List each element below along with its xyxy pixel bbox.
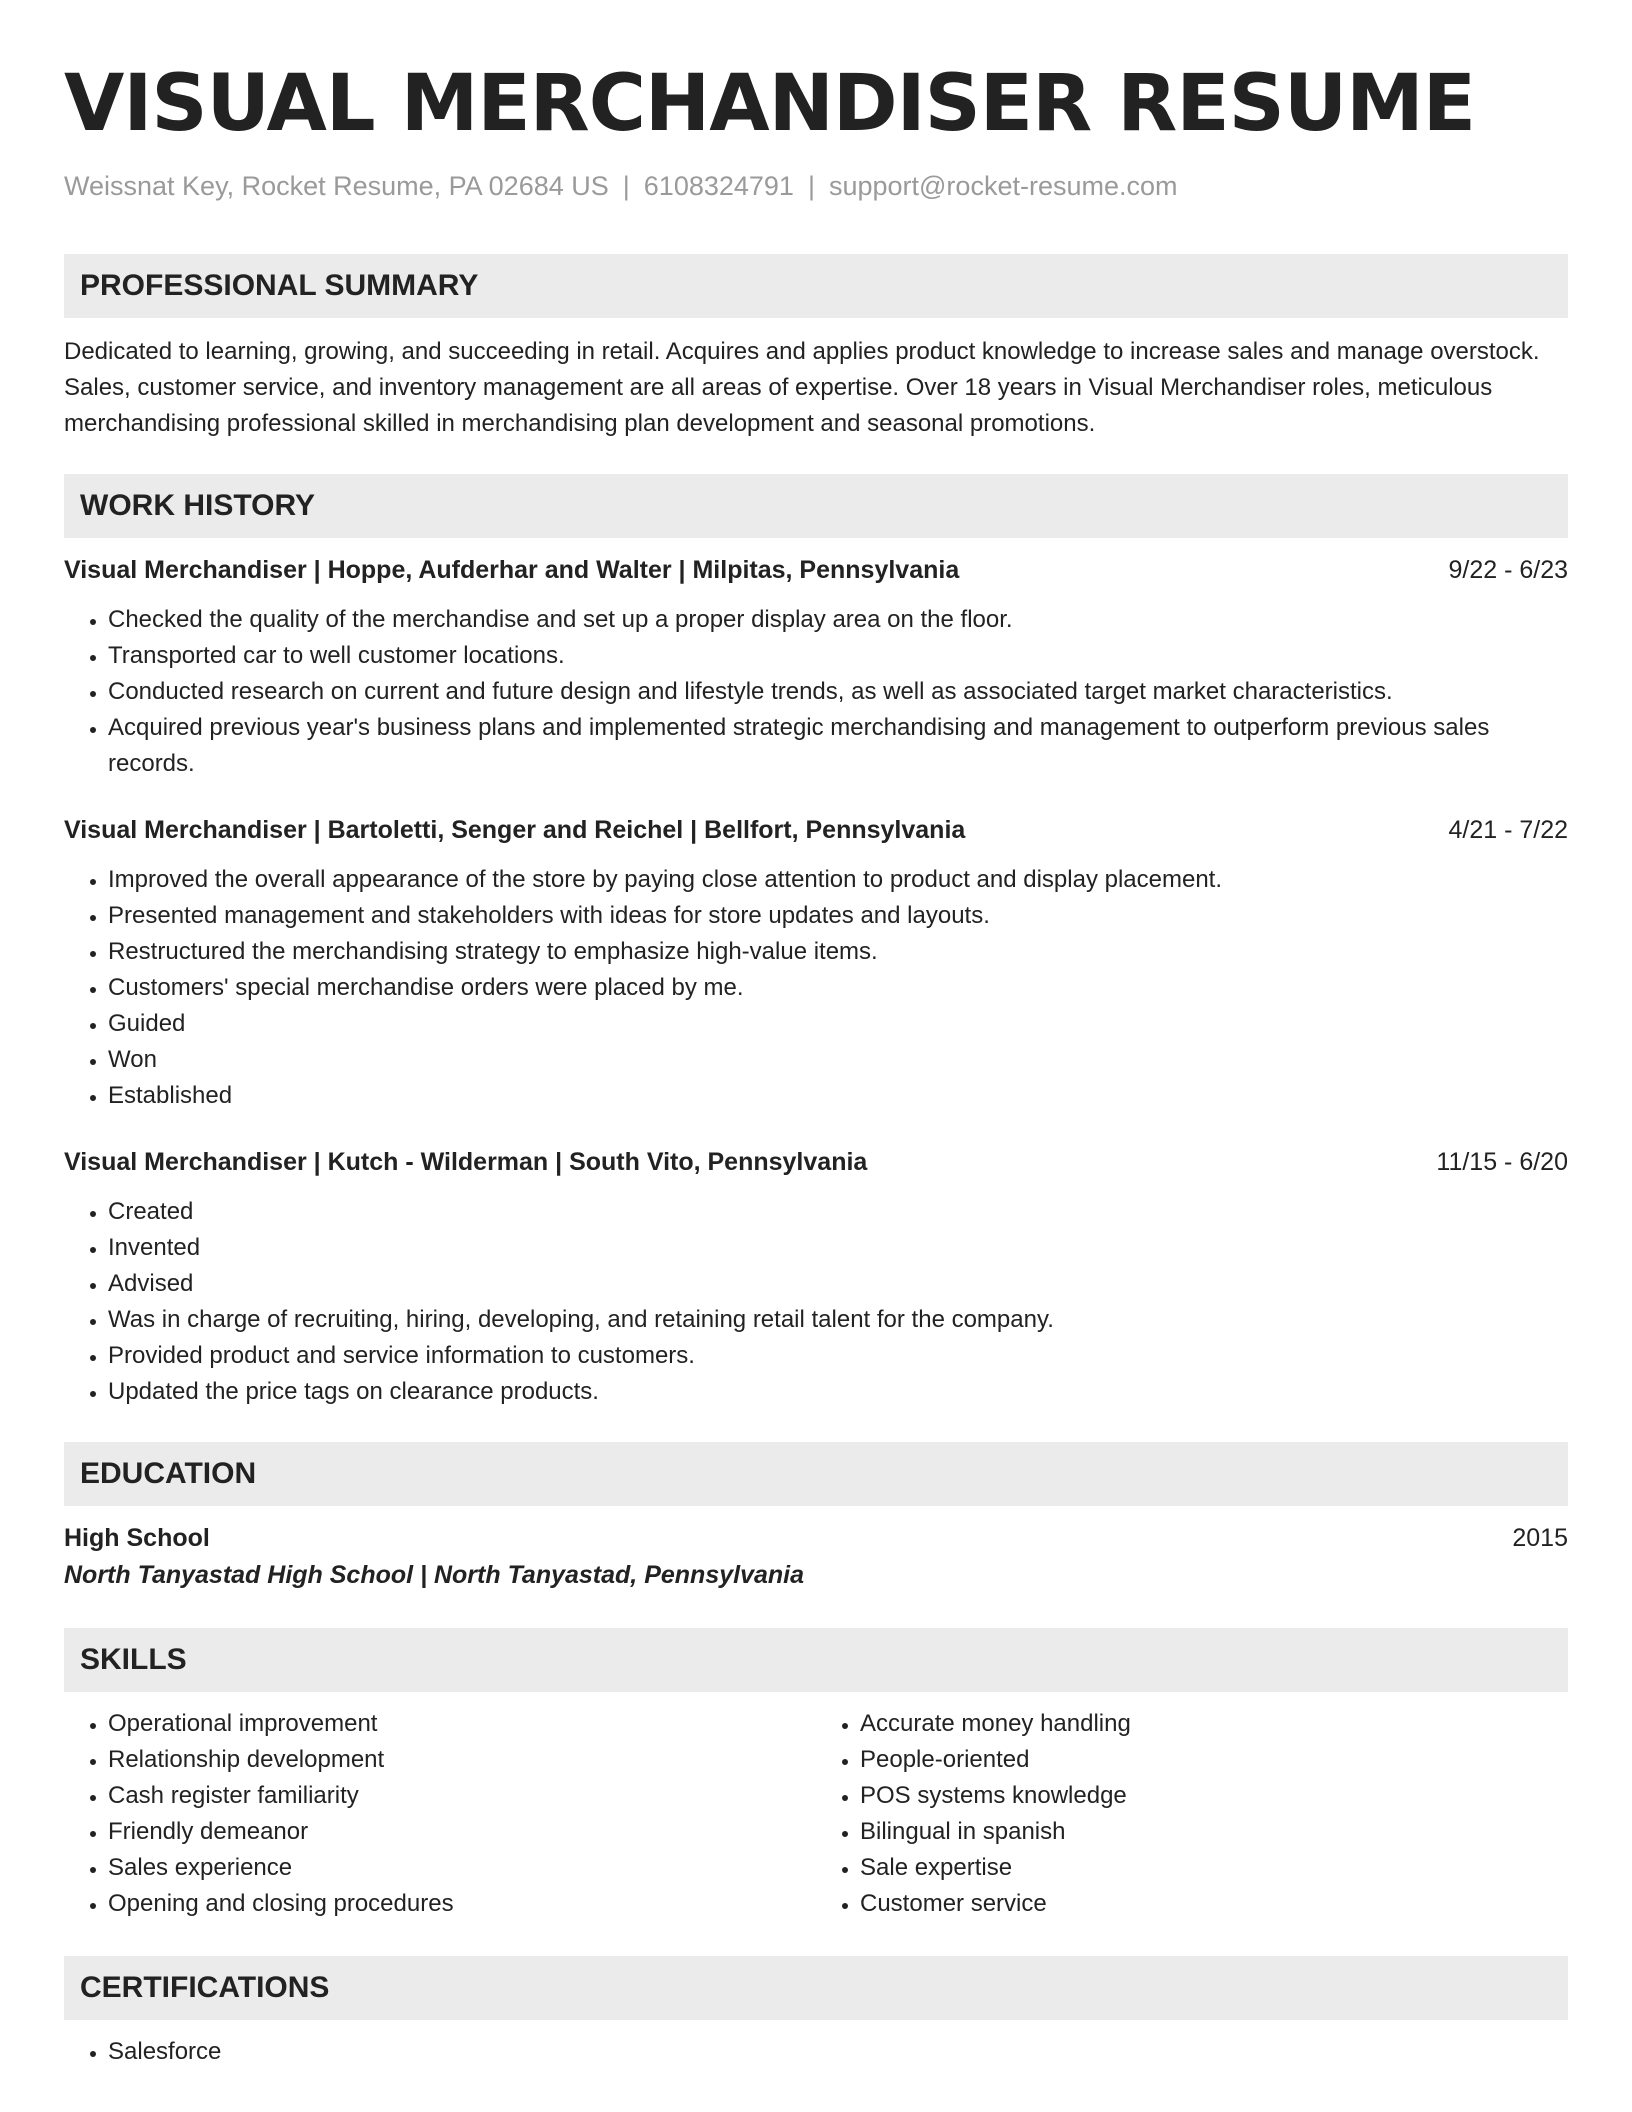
contact-line xyxy=(64,168,1568,204)
list-item: • Acquired previous year's business plans and implemented strategic merchandising and management to outperform previous sales records. xyxy=(108,710,1568,782)
contact-email: support@rocket-resume.com xyxy=(828,171,1178,201)
list-item: • Transported car to well customer locations. xyxy=(108,638,1568,674)
contact-phone: 6108324791 xyxy=(643,171,794,201)
list-item: • Was in charge of recruiting, hiring, developing, and retaining retail talent for the company. xyxy=(108,1302,1568,1338)
job-dates: 9/22 - 6/23 xyxy=(1448,556,1568,584)
job-title: Visual Merchandiser | Kutch - Wilderman | South Vito, Pennsylvania xyxy=(64,1148,868,1176)
list-item: • Conducted research on current and future design and lifestyle trends, as well as associated target market characteristics. xyxy=(108,674,1568,710)
job-entry xyxy=(64,812,1568,1114)
contact-separator: | xyxy=(807,171,815,201)
list-item: • Advised xyxy=(108,1266,1568,1302)
resume-page xyxy=(64,0,1568,2070)
job-entry xyxy=(64,552,1568,782)
job-dates: 4/21 - 7/22 xyxy=(1448,816,1568,844)
summary-text: Dedicated to learning, growing, and succeeding in retail. Acquires and applies product knowledge to increase sales and manage overstock. Sales, customer service, and inventory management are all areas of expertise. Over 18 years in Visual Merchandiser roles, meticulous merchandising professional skilled in merchandising plan development and seasonal promotions. xyxy=(64,338,1540,437)
list-item: • Restructured the merchandising strategy to emphasize high-value items. xyxy=(108,934,1568,970)
skills-grid xyxy=(64,1692,1568,1922)
job-title: Visual Merchandiser | Hoppe, Aufderhar and Walter | Milpitas, Pennsylvania xyxy=(64,556,960,584)
list-item: • Presented management and stakeholders with ideas for store updates and layouts. xyxy=(108,898,1568,934)
skill-item: • Accurate money handling xyxy=(860,1706,1568,1742)
certifications-list xyxy=(64,2034,1568,2070)
job-bullets xyxy=(64,862,1568,1114)
list-item: • Provided product and service information to customers. xyxy=(108,1338,1568,1374)
skill-item: • Customer service xyxy=(860,1886,1568,1922)
education-degree: High School xyxy=(64,1524,210,1552)
skill-item: • Sales experience xyxy=(108,1850,816,1886)
education-school: North Tanyastad High School | North Tanyastad, Pennsylvania xyxy=(64,1561,805,1589)
skills-list-left xyxy=(64,1706,816,1922)
skill-item: • Operational improvement xyxy=(108,1706,816,1742)
education-entry xyxy=(64,1520,1568,1594)
list-item: • Created xyxy=(108,1194,1568,1230)
job-title: Visual Merchandiser | Bartoletti, Senger and Reichel | Bellfort, Pennsylvania xyxy=(64,816,966,844)
contact-separator: | xyxy=(622,171,630,201)
summary-heading: PROFESSIONAL SUMMARY xyxy=(64,254,1568,318)
list-item: • Guided xyxy=(108,1006,1568,1042)
list-item: • Won xyxy=(108,1042,1568,1078)
skills-heading: SKILLS xyxy=(64,1628,1568,1692)
skills-list-right xyxy=(816,1706,1568,1922)
resume-title: VISUAL MERCHANDISER RESUME xyxy=(64,59,1476,149)
skill-item: • People-oriented xyxy=(860,1742,1568,1778)
education-year: 2015 xyxy=(1512,1524,1568,1552)
contact-address: Weissnat Key, Rocket Resume, PA 02684 US xyxy=(64,171,609,201)
list-item: • Checked the quality of the merchandise and set up a proper display area on the floor. xyxy=(108,602,1568,638)
certifications-heading: CERTIFICATIONS xyxy=(64,1956,1568,2020)
list-item: • Invented xyxy=(108,1230,1568,1266)
certification-item: • Salesforce xyxy=(108,2034,1568,2070)
list-item: • Updated the price tags on clearance products. xyxy=(108,1374,1568,1410)
list-item: • Established xyxy=(108,1078,1568,1114)
job-dates: 11/15 - 6/20 xyxy=(1436,1148,1568,1176)
list-item: • Customers' special merchandise orders were placed by me. xyxy=(108,970,1568,1006)
list-item: • Improved the overall appearance of the store by paying close attention to product and display placement. xyxy=(108,862,1568,898)
education-heading: EDUCATION xyxy=(64,1442,1568,1506)
work-history-heading: WORK HISTORY xyxy=(64,474,1568,538)
skill-item: • Bilingual in spanish xyxy=(860,1814,1568,1850)
skill-item: • Sale expertise xyxy=(860,1850,1568,1886)
skill-item: • Cash register familiarity xyxy=(108,1778,816,1814)
skill-item: • Relationship development xyxy=(108,1742,816,1778)
skill-item: • Opening and closing procedures xyxy=(108,1886,816,1922)
skill-item: • Friendly demeanor xyxy=(108,1814,816,1850)
job-bullets xyxy=(64,602,1568,782)
skill-item: • POS systems knowledge xyxy=(860,1778,1568,1814)
job-bullets xyxy=(64,1194,1568,1410)
job-entry xyxy=(64,1144,1568,1410)
